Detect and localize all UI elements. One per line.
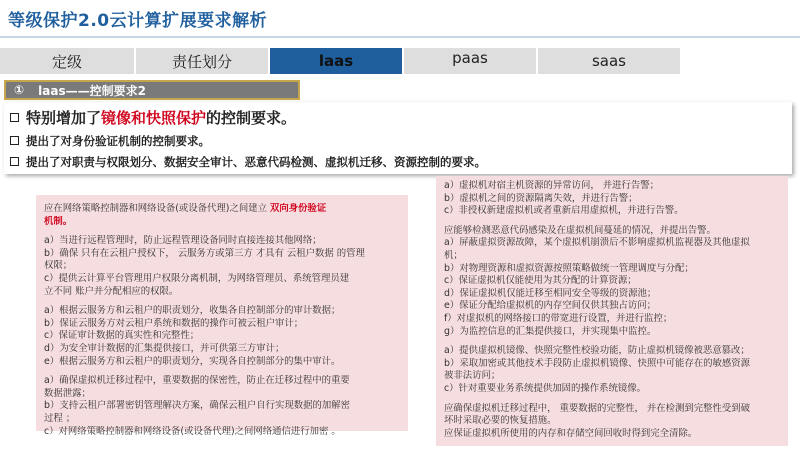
list-item: b）保证云服务方对云租户系统和数据的操作可被云租户审计； [44, 317, 304, 329]
tab-responsibility[interactable]: 责任划分 [136, 48, 270, 74]
tab-dingji[interactable]: 定级 [0, 48, 136, 74]
list-item: c）针对重要业务系统提供加固的操作系统镜像。 [444, 382, 647, 394]
requirements-box [4, 102, 792, 174]
list-item: c）保证虚拟机仅能使用为其分配的计算资源； [444, 275, 637, 287]
list-item: a）虚拟机对宿主机资源的异常访问， 并进行告警； [444, 180, 659, 191]
requirement-sub-2-text: 提出了对职责与权限划分、数据安全审计、恶意代码检测、虚拟机迁移、资源控制的要求。 [26, 154, 486, 169]
list-item: g）为监控信息的汇集提供接口，并实现集中监控。 [444, 325, 657, 337]
requirement-sub-1 [10, 130, 786, 151]
left-intro-line-1 [44, 203, 400, 216]
requirement-sub-2 [10, 151, 786, 172]
right-group-data-protection [444, 403, 780, 441]
list-item: 权限； [44, 260, 73, 272]
requirement-main-highlight: 镜像和快照保护 [101, 108, 207, 127]
left-detail-panel [36, 195, 408, 437]
requirement-main-suffix: 的控制要求。 [206, 108, 297, 127]
list-item: 坏时采取必要的恢复措施。 [444, 415, 557, 427]
right-detail-panel [436, 176, 788, 446]
section-label: laas——控制要求2 [38, 83, 146, 98]
list-item: e）保证分配给虚拟机的内存空间仅供其独占访问； [444, 300, 657, 312]
tab-paas[interactable]: paas [404, 48, 538, 74]
title-divider [0, 36, 800, 38]
checkbox-bullet-icon [10, 113, 19, 122]
requirement-main [10, 104, 786, 130]
list-item: c）提供云计算平台管理用户权限分离机制，为网络管理员、系统管理员建 [44, 272, 350, 284]
right-group-image-snapshot [444, 345, 780, 395]
list-item: a）屏蔽虚拟资源故障，某个虚拟机崩溃后不影响虚拟机监视器及其他虚拟 [444, 237, 750, 249]
left-intro-highlight-continued: 机制。 [44, 215, 73, 227]
list-item: d）保证虚拟机仅能迁移至相同安全等级的资源池； [444, 287, 657, 299]
list-item: a）提供虚拟机镜像、快照完整性校验功能，防止虚拟机镜像被恶意篡改； [444, 345, 750, 357]
left-intro-highlight: 双向身份验证 [269, 203, 327, 214]
list-item: 应保证虚拟机所使用的内存和存储空间回收时得到完全清除。 [444, 427, 698, 439]
checkbox-bullet-icon [10, 157, 19, 166]
left-group-access-control [44, 235, 400, 298]
list-item: d）为安全审计数据的汇集提供接口，并可供第三方审计； [44, 342, 285, 354]
list-item: b）采取加密或其他技术手段防止虚拟机镜像、快照中可能存在的敏感资源 [444, 357, 750, 369]
list-item: a）确保虚拟机迁移过程中，重要数据的保密性，防止在迁移过程中的重要 [44, 375, 350, 387]
right-group-resource-control [444, 225, 780, 338]
list-item: 应能够检测恶意代码感染及在虚拟机间蔓延的情况，并提出告警。 [444, 224, 716, 236]
list-item: 机； [444, 249, 463, 261]
section-header [4, 80, 300, 100]
requirement-main-prefix: 特别增加了 [26, 108, 102, 127]
list-item: 立不同 账户并分配相应的权限。 [44, 285, 179, 297]
list-item: f）对虚拟机的网络接口的带宽进行设置，并进行监控； [444, 312, 673, 324]
list-item: 过程 ； [44, 412, 76, 424]
list-item: b）虚拟机之间的资源隔离失效，并进行告警； [444, 192, 638, 204]
list-item: 应确保虚拟机迁移过程中， 重要数据的完整性， 并在检测到完整性受到破 [444, 402, 750, 414]
list-item: a）根据云服务方和云租户的职责划分，收集各自控制部分的审计数据； [44, 305, 341, 317]
tab-bar [0, 48, 800, 74]
list-item: e）根据云服务方和云租户的职责划分，实现各自控制部分的集中审计。 [44, 355, 341, 367]
left-intro-text: 应在网络策略控制器和网络设备(或设备代理)之间建立 [44, 203, 267, 214]
list-item: b）支持云租户部署密钥管理解决方案，确保云租户自行实现数据的加解密 [44, 400, 350, 412]
section-number: ① [14, 83, 25, 97]
list-item: c）对网络策略控制器和网络设备(或设备代理)之间网络通信进行加密 。 [44, 425, 341, 437]
list-item: a）当进行远程管理时，防止远程管理设备同时直接连接其他网络； [44, 235, 322, 247]
checkbox-bullet-icon [10, 136, 19, 145]
tab-bar-spacer [680, 48, 800, 74]
left-group-encryption [44, 375, 400, 438]
requirement-sub-1-text: 提出了对身份验证机制的控制要求。 [26, 133, 210, 148]
list-item: 被非法访问； [444, 370, 501, 382]
list-item: b）确保 只有在云租户授权下， 云服务方或第三方 才具有 云租户数据 的管理 [44, 247, 365, 259]
left-group-audit [44, 305, 400, 368]
tab-saas[interactable]: saas [538, 48, 680, 74]
list-item: 数据泄露； [44, 387, 91, 399]
list-item: c）非授权新建虚拟机或者重新启用虚拟机，并进行告警。 [444, 205, 684, 217]
list-item: b）对物理资源和虚拟资源按照策略做统一管理调度与分配； [444, 262, 694, 274]
tab-iaas[interactable]: laas [270, 48, 404, 74]
page-title: 等级保护2.0云计算扩展要求解析 [8, 11, 268, 31]
right-group-intrusion [444, 180, 780, 218]
list-item: c）保证审计数据的真实性和完整性； [44, 330, 200, 342]
